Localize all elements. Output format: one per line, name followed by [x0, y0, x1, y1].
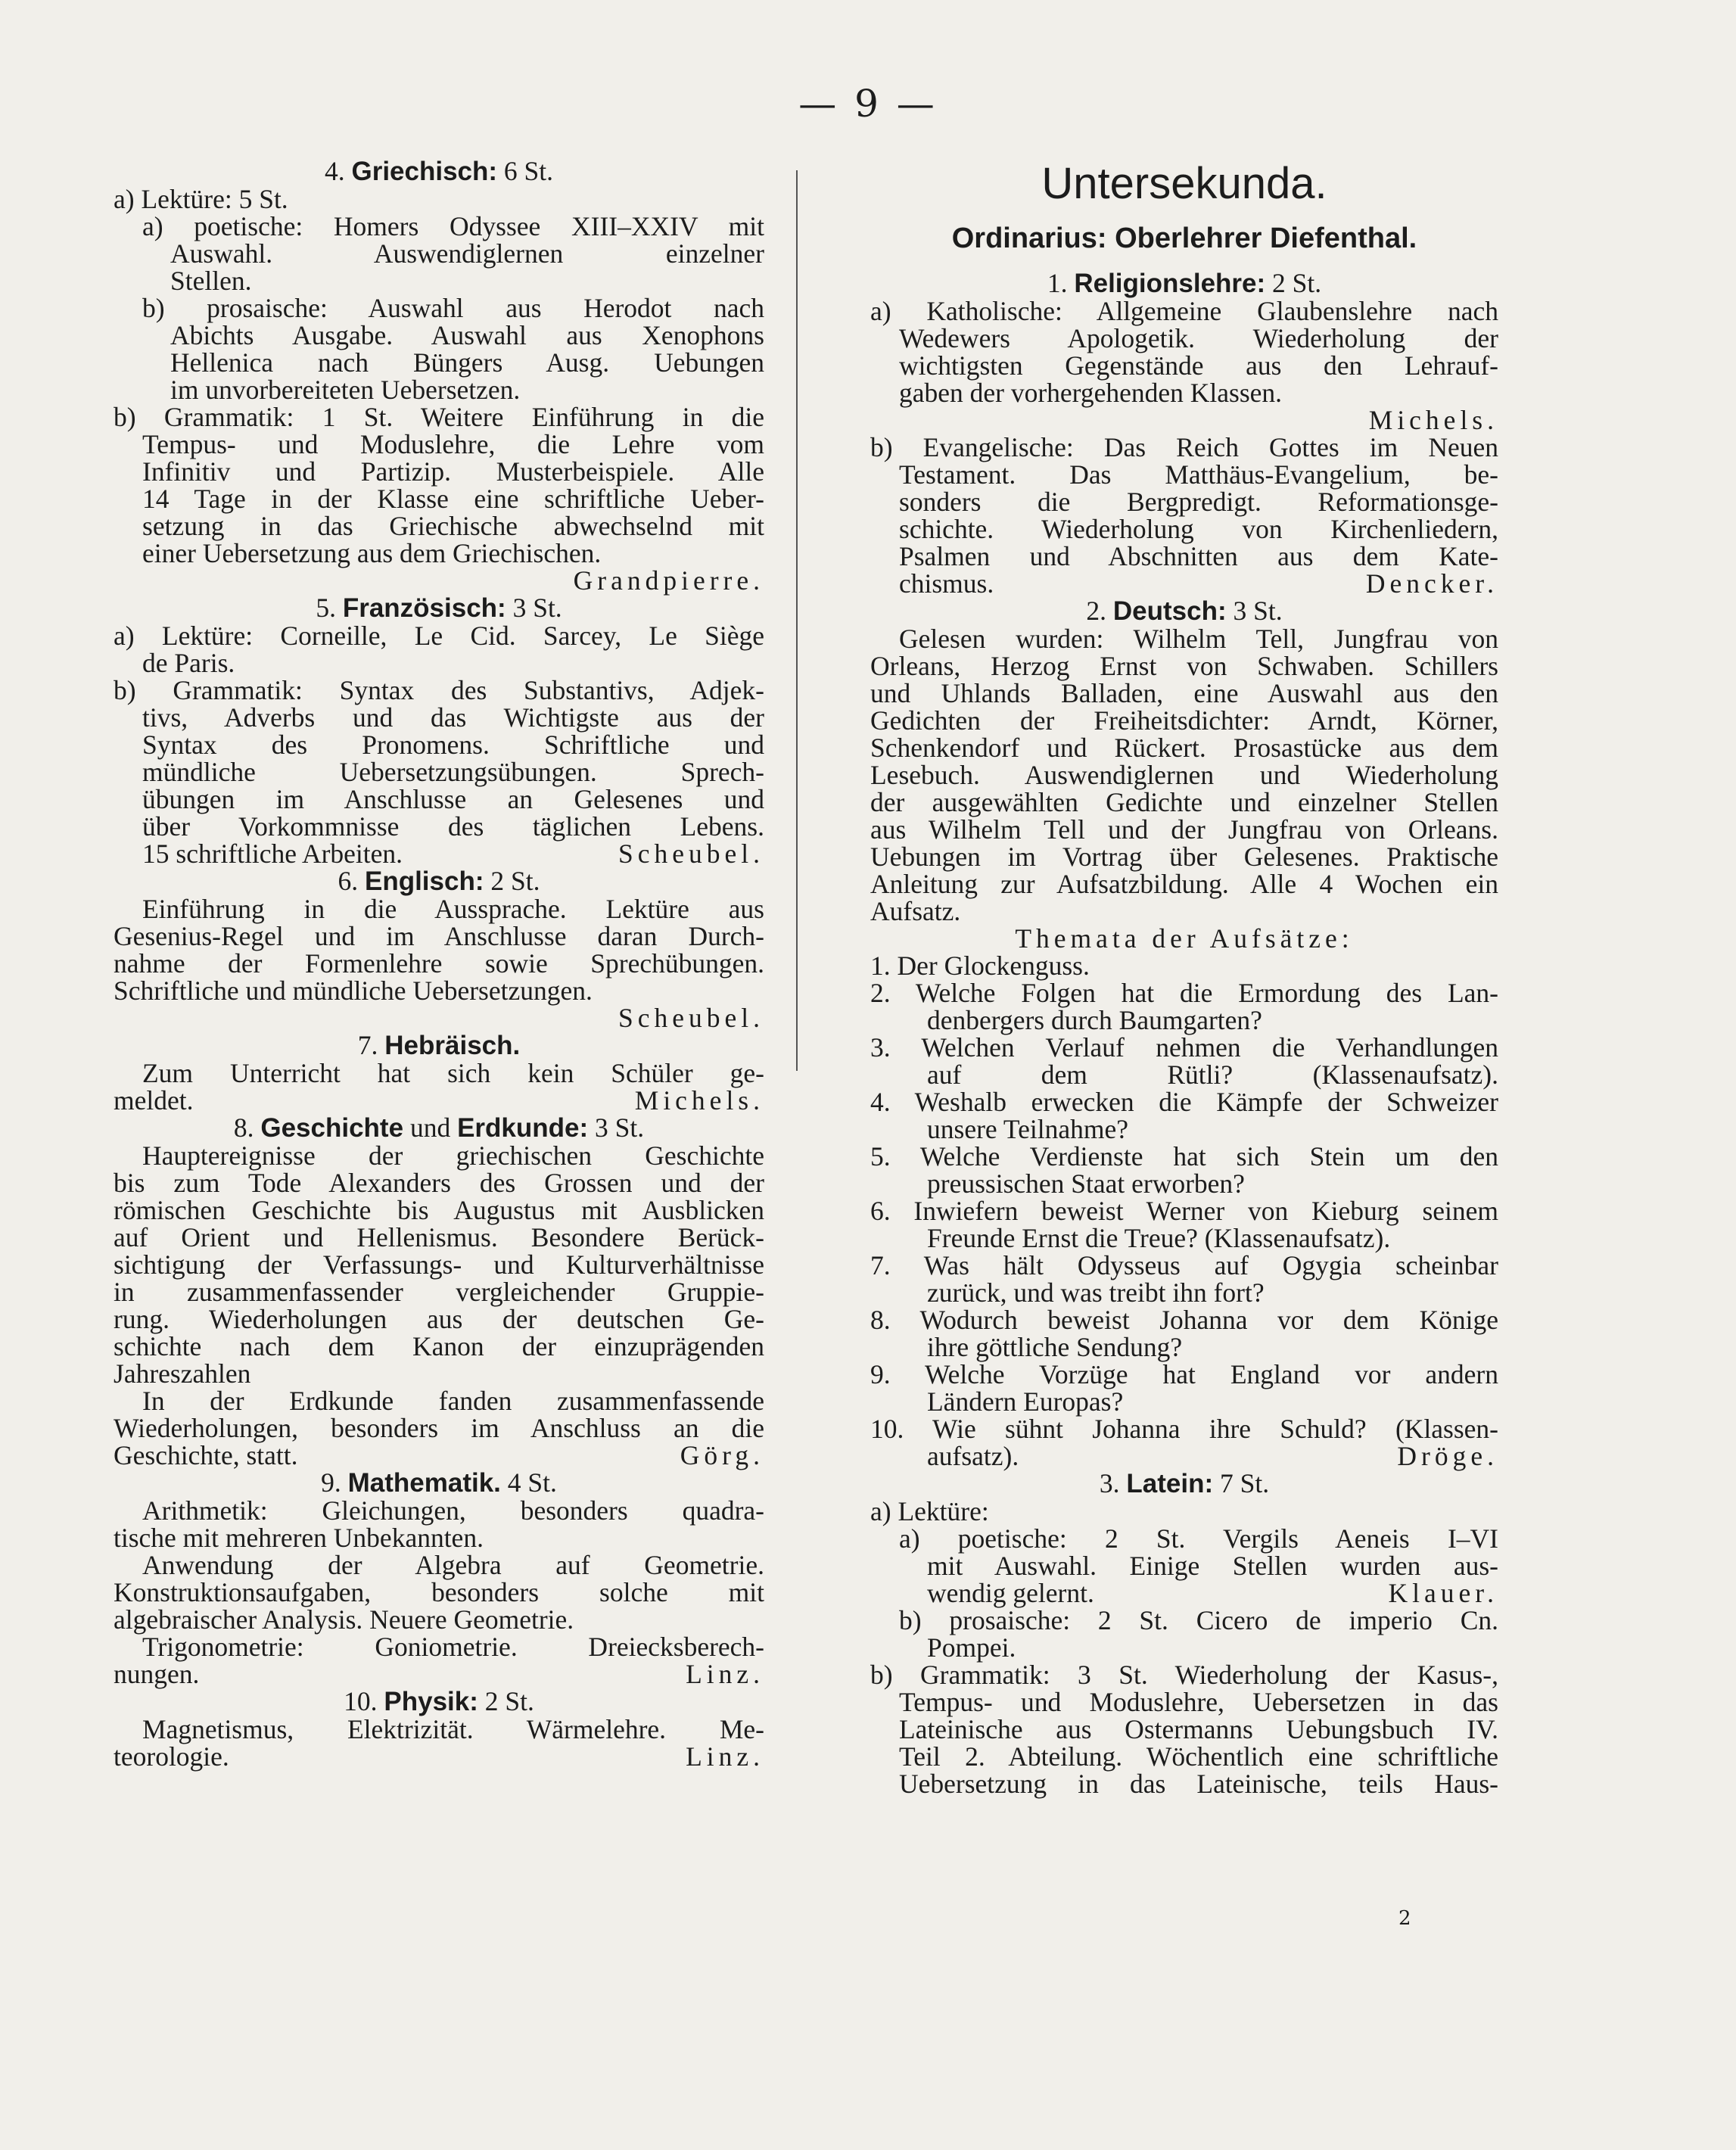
text-line: aus Wilhelm Tell und der Jungfrau von Orleans.: [870, 814, 1498, 845]
text-line: Einführung in die Aussprache. Lektüre aus: [142, 894, 764, 924]
line-text: chismus.: [899, 568, 994, 599]
text-line: [114, 840, 764, 867]
text-line: [870, 1442, 1498, 1470]
heading-text: 8.: [233, 1112, 261, 1143]
text-line: 9. Welche Vorzüge hat England vor andern: [870, 1359, 1498, 1389]
heading-text: 3 St.: [506, 593, 562, 623]
text-line: Ländern Europas?: [927, 1386, 1124, 1417]
text-line: Orleans, Herzog Ernst von Schwaben. Schillers: [870, 651, 1498, 681]
text-line: Infinitiv und Partizip. Musterbeispiele. Alle: [142, 456, 764, 487]
teacher-signature: Linz.: [686, 1741, 764, 1772]
text-line: übungen im Anschlusse an Gelesenes und: [142, 784, 764, 814]
sheet-mark: 2: [1398, 1907, 1411, 1930]
text-line: mündliche Uebersetzungsübungen. Sprech-: [142, 757, 764, 787]
text-line: Gelesen wurden: Wilhelm Tell, Jungfrau von: [899, 624, 1498, 654]
text-line: sichtigung der Verfassungs- und Kulturverhältnisse: [114, 1249, 764, 1280]
heading-text: 1.: [1047, 268, 1075, 298]
text-line: 1. Der Glockenguss.: [870, 951, 1090, 981]
line-text: teorologie.: [114, 1741, 229, 1772]
heading-text: 7.: [357, 1030, 385, 1060]
section-heading: [114, 1688, 764, 1716]
heading-keyword: Religionslehre:: [1074, 269, 1266, 298]
text-line: im unvorbereiteten Uebersetzen.: [170, 375, 521, 405]
text-line: nahme der Formenlehre sowie Sprechübungen.: [114, 948, 764, 979]
section-heading: [870, 597, 1498, 625]
text-line: Arithmetik: Gleichungen, besonders quadra-: [142, 1495, 764, 1526]
text-line: 5. Welche Verdienste hat sich Stein um den: [870, 1141, 1498, 1171]
text-line: einer Uebersetzung aus dem Griechischen.: [142, 538, 602, 568]
text-line: auf Orient und Hellenismus. Besondere Berück-: [114, 1222, 764, 1252]
heading-keyword: Mathematik.: [347, 1468, 501, 1498]
right-column-body: [870, 269, 1498, 1797]
text-line: und Uhlands Balladen, eine Auswahl aus den: [870, 678, 1498, 708]
text-line: a) poetische: Homers Odyssee XIII–XXIV mit: [142, 211, 764, 241]
heading-text: 3 St.: [1226, 596, 1283, 626]
heading-text: 2 St.: [484, 866, 540, 896]
line-text: aufsatz).: [927, 1441, 1019, 1471]
text-line: Abichts Ausgabe. Auswahl aus Xenophons: [170, 320, 764, 350]
text-line: Stellen.: [170, 266, 252, 296]
section-heading: [114, 594, 764, 622]
heading-text: 6.: [338, 866, 365, 896]
text-line: Tempus- und Moduslehre, Uebersetzen in das: [899, 1687, 1498, 1717]
text-line: 8. Wodurch beweist Johanna vor dem Könige: [870, 1305, 1498, 1335]
text-line: de Paris.: [142, 648, 235, 678]
teacher-signature: Klauer.: [1388, 1578, 1498, 1608]
text-line: setzung in das Griechische abwechselnd mit: [142, 511, 764, 541]
text-line: tivs, Adverbs und das Wichtigste aus der: [142, 702, 764, 733]
text-line: ihre göttliche Sendung?: [927, 1332, 1183, 1362]
heading-text: 7 St.: [1213, 1468, 1270, 1498]
text-line: Auswahl. Auswendiglernen einzelner: [170, 238, 764, 269]
text-line: rung. Wiederholungen aus der deutschen Ge-: [114, 1304, 764, 1334]
text-line: Anleitung zur Aufsatzbildung. Alle 4 Wochen ein: [870, 869, 1498, 899]
heading-text: 4 St.: [500, 1467, 557, 1498]
text-line: a) poetische: 2 St. Vergils Aeneis I–VI: [899, 1523, 1498, 1554]
teacher-signature: Görg.: [680, 1440, 764, 1470]
text-line: Hellenica nach Büngers Ausg. Uebungen: [170, 347, 764, 378]
text-line: b) Evangelische: Das Reich Gottes im Neuen: [870, 432, 1498, 462]
text-line: Wedewers Apologetik. Wiederholung der: [899, 323, 1498, 353]
text-line: auf dem Rütli? (Klassenaufsatz).: [927, 1059, 1498, 1090]
teacher-signature: Dröge.: [1397, 1441, 1498, 1471]
column-divider: [796, 170, 798, 1071]
teacher-signature: Scheubel.: [618, 839, 764, 869]
line-text: Geschichte, statt.: [114, 1440, 298, 1470]
teacher-signature: Linz.: [686, 1659, 764, 1689]
text-line: Schriftliche und mündliche Uebersetzungen.: [114, 975, 593, 1006]
line-text: 15 schriftliche Arbeiten.: [142, 839, 403, 869]
text-line: der ausgewählten Gedichte und einzelner Stellen: [870, 787, 1498, 817]
text-line: algebraischer Analysis. Neuere Geometrie.: [114, 1604, 574, 1635]
text-line: sonders die Bergpredigt. Reformationsge-: [899, 487, 1498, 517]
text-line: b) prosaische: Auswahl aus Herodot nach: [142, 293, 764, 323]
text-line: 2. Welche Folgen hat die Ermordung des Lan-: [870, 978, 1498, 1008]
heading-keyword: Deutsch:: [1112, 596, 1227, 626]
text-line: preussischen Staat erworben?: [927, 1168, 1245, 1199]
text-line: a) Lektüre:: [870, 1496, 989, 1526]
text-line: Anwendung der Algebra auf Geometrie.: [142, 1550, 764, 1580]
section-heading: [114, 1031, 764, 1059]
text-line: schichte nach dem Kanon der einzuprägenden: [114, 1331, 764, 1361]
text-line: a) Lektüre: Corneille, Le Cid. Sarcey, Le Siège: [114, 621, 764, 651]
section-heading: [114, 157, 764, 185]
heading-keyword: Latein:: [1126, 1469, 1214, 1498]
heading-text: und: [403, 1112, 458, 1143]
heading-text: 6 St.: [497, 156, 554, 186]
text-line: tische mit mehreren Unbekannten.: [114, 1523, 484, 1553]
heading-text: 2.: [1086, 596, 1113, 626]
text-line: Gesenius-Regel und im Anschlusse daran Durch-: [114, 921, 764, 951]
text-line: a) Katholische: Allgemeine Glaubenslehre nach: [870, 296, 1498, 326]
text-line: Lateinische aus Ostermanns Uebungsbuch IV.: [899, 1714, 1498, 1744]
text-line: Freunde Ernst die Treue? (Klassenaufsatz).: [927, 1223, 1391, 1253]
text-line: 3. Welchen Verlauf nehmen die Verhandlungen: [870, 1032, 1498, 1063]
heading-keyword: Englisch:: [364, 867, 484, 896]
text-line: zurück, und was treibt ihn fort?: [927, 1277, 1265, 1308]
text-line: 4. Weshalb erwecken die Kämpfe der Schweizer: [870, 1087, 1498, 1117]
heading-keyword: Geschichte: [260, 1113, 404, 1143]
heading-text: 4.: [324, 156, 352, 186]
text-line: In der Erdkunde fanden zusammenfassende: [142, 1386, 764, 1416]
heading-keyword: Hebräisch.: [384, 1031, 521, 1060]
heading-text: 10.: [344, 1686, 384, 1716]
text-line: Tempus- und Moduslehre, die Lehre vom: [142, 429, 764, 459]
text-line: denbergers durch Baumgarten?: [927, 1005, 1262, 1035]
text-line: Psalmen und Abschnitten aus dem Kate-: [899, 541, 1498, 571]
text-line: römischen Geschichte bis Augustus mit Ausblicken: [114, 1195, 764, 1225]
section-heading: [114, 1469, 764, 1497]
heading-keyword: Physik:: [384, 1687, 478, 1716]
text-line: [114, 1743, 764, 1770]
text-line: schichte. Wiederholung von Kirchenliedern,: [899, 514, 1498, 544]
text-line: Wiederholungen, besonders im Anschluss an die: [114, 1413, 764, 1443]
heading-text: 9.: [321, 1467, 348, 1498]
text-line: 14 Tage in der Klasse eine schriftliche Ueber-: [142, 484, 764, 514]
section-heading: [870, 269, 1498, 297]
text-line: gaben der vorhergehenden Klassen.: [899, 378, 1283, 408]
text-line: unsere Teilnahme?: [927, 1114, 1128, 1144]
text-line: Schenkendorf und Rückert. Prosastücke aus dem: [870, 733, 1498, 763]
heading-text: 2 St.: [478, 1686, 534, 1716]
text-line: über Vorkommnisse des täglichen Lebens.: [142, 811, 764, 842]
line-text: meldet.: [114, 1085, 194, 1115]
text-line: [114, 1087, 764, 1114]
text-line: [114, 1442, 764, 1469]
text-line: Gedichten der Freiheitsdichter: Arndt, Körner,: [870, 705, 1498, 736]
text-line: Magnetismus, Elektrizität. Wärmelehre. Me-: [142, 1714, 764, 1744]
text-line: b) prosaische: 2 St. Cicero de imperio Cn.: [899, 1605, 1498, 1635]
text-line: [114, 1660, 764, 1688]
text-line: b) Grammatik: 1 St. Weitere Einführung in die: [114, 402, 764, 432]
text-line: 6. Inwiefern beweist Werner von Kieburg seinem: [870, 1196, 1498, 1226]
teacher-signature: Michels.: [634, 1085, 764, 1115]
text-line: Scheubel.: [618, 1003, 764, 1033]
text-line: Grandpierre.: [573, 565, 764, 596]
text-line: Konstruktionsaufgaben, besonders solche mit: [114, 1577, 764, 1607]
text-line: bis zum Tode Alexanders des Grossen und der: [114, 1168, 764, 1198]
text-line: Jahreszahlen: [114, 1358, 251, 1389]
text-line: b) Grammatik: 3 St. Wiederholung der Kasus-,: [870, 1660, 1498, 1690]
section-subtitle: Ordinarius: Oberlehrer Diefenthal.: [951, 222, 1417, 254]
text-line: Aufsatz.: [870, 896, 961, 926]
text-line: Zum Unterricht hat sich kein Schüler ge-: [142, 1058, 764, 1088]
text-line: Teil 2. Abteilung. Wöchentlich eine schriftliche: [899, 1741, 1498, 1772]
left-column: [114, 157, 764, 1770]
heading-keyword: Griechisch:: [351, 157, 498, 186]
text-line: Themata der Aufsätze:: [1015, 923, 1354, 954]
text-line: Trigonometrie: Goniometrie. Dreiecksberech-: [142, 1632, 764, 1662]
right-column: [870, 157, 1498, 1797]
heading-text: 3.: [1099, 1468, 1127, 1498]
text-line: [870, 1579, 1498, 1607]
text-line: [870, 570, 1498, 597]
text-line: 10. Wie sühnt Johanna ihre Schuld? (Klassen-: [870, 1414, 1498, 1444]
page-number: — 9 —: [798, 82, 938, 126]
heading-text: 3 St.: [588, 1112, 645, 1143]
text-line: b) Grammatik: Syntax des Substantivs, Adjek-: [114, 675, 764, 705]
text-line: Testament. Das Matthäus-Evangelium, be-: [899, 459, 1498, 490]
line-text: nungen.: [114, 1659, 200, 1689]
text-line: in zusammenfassender vergleichender Gruppie-: [114, 1277, 764, 1307]
text-line: Uebungen im Vortrag über Gelesenes. Praktische: [870, 842, 1498, 872]
text-line: a) Lektüre: 5 St.: [114, 184, 288, 214]
line-text: wendig gelernt.: [927, 1578, 1094, 1608]
text-line: mit Auswahl. Einige Stellen wurden aus-: [927, 1551, 1498, 1581]
teacher-signature: Dencker.: [1365, 568, 1498, 599]
text-line: Lesebuch. Auswendiglernen und Wiederholung: [870, 760, 1498, 790]
section-title: Untersekunda.: [1041, 159, 1327, 208]
text-line: wichtigsten Gegenstände aus den Lehrauf-: [899, 350, 1498, 381]
heading-keyword: Erdkunde:: [457, 1113, 589, 1143]
heading-text: 2 St.: [1265, 268, 1322, 298]
text-line: Michels.: [1368, 405, 1498, 435]
text-line: 7. Was hält Odysseus auf Ogygia scheinbar: [870, 1250, 1498, 1280]
text-line: Uebersetzung in das Lateinische, teils Haus-: [899, 1769, 1498, 1799]
section-heading: [114, 867, 764, 895]
text-line: Pompei.: [927, 1632, 1016, 1663]
heading-keyword: Französisch:: [342, 593, 506, 623]
section-heading: [114, 1114, 764, 1142]
heading-text: 5.: [316, 593, 343, 623]
text-line: Hauptereignisse der griechischen Geschichte: [142, 1140, 764, 1171]
text-line: Syntax des Pronomens. Schriftliche und: [142, 730, 764, 760]
section-heading: [870, 1470, 1498, 1498]
